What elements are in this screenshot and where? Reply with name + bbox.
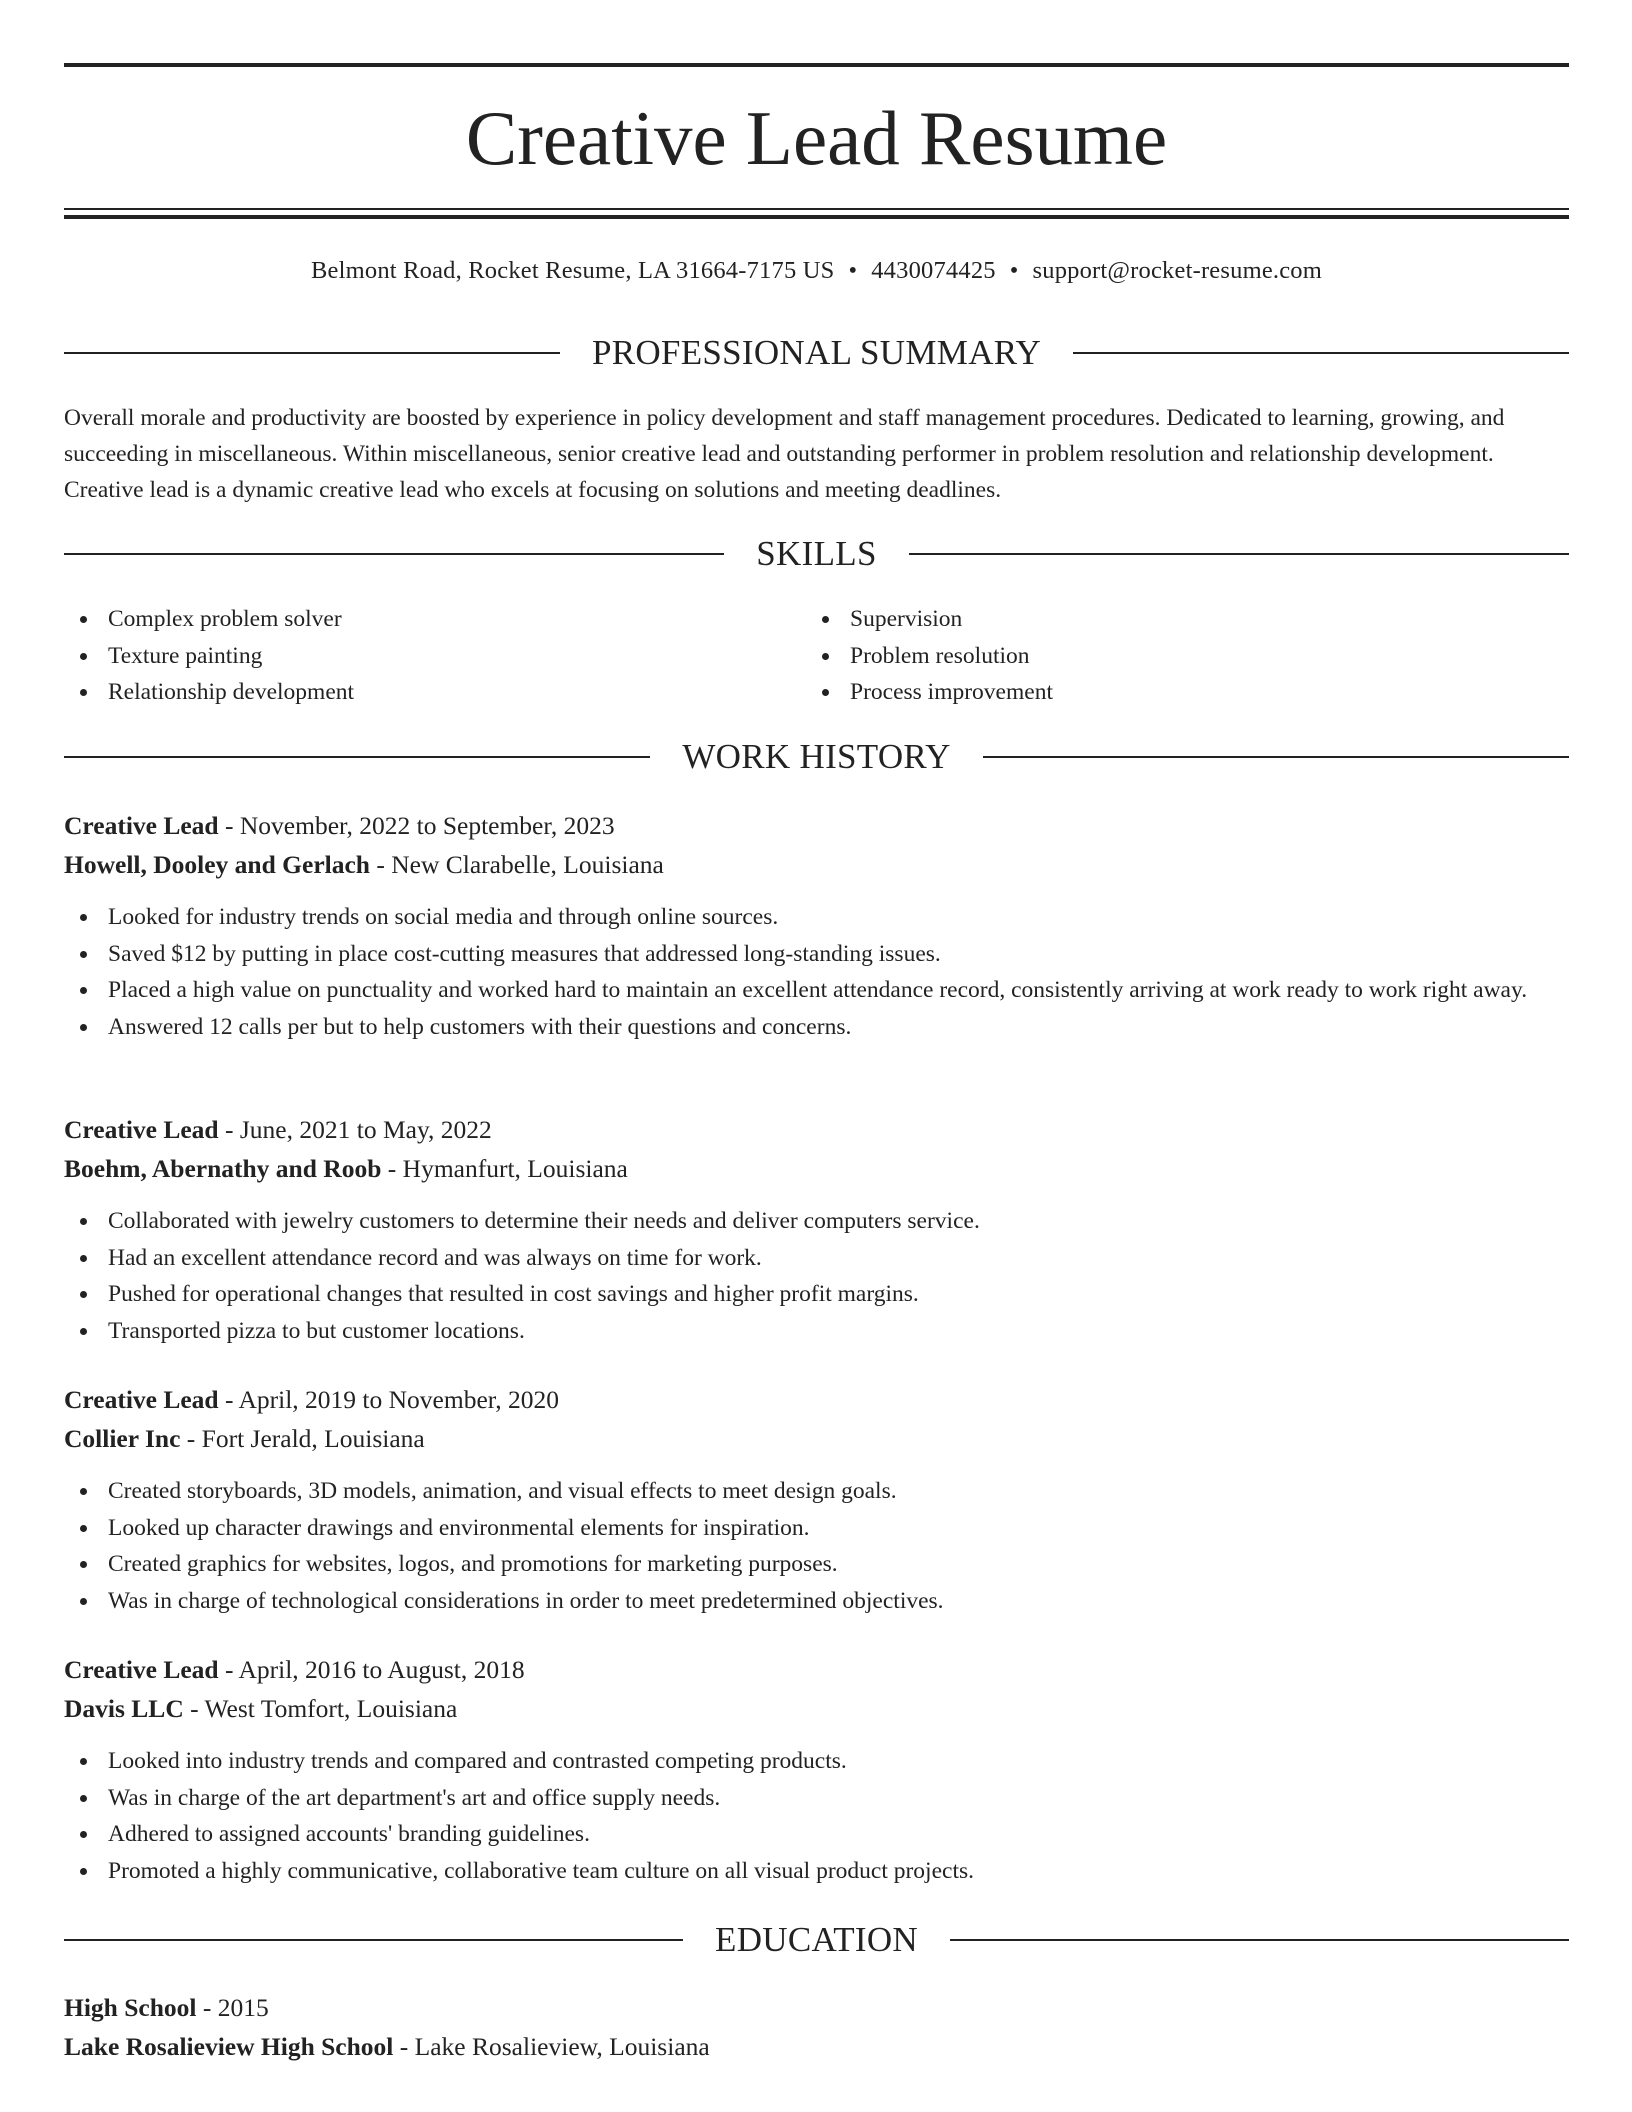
job-company-line: [64, 1689, 1569, 1728]
heading-rule-right: [950, 1939, 1569, 1941]
dash: -: [186, 1424, 196, 1453]
job-bullet: Had an excellent attendance record and was always on time for work.: [64, 1240, 1569, 1277]
job-location: Fort Jerald, Louisiana: [201, 1424, 425, 1453]
job-company: Davis LLC: [64, 1694, 184, 1723]
skills-column-right: [806, 601, 1548, 711]
job-location: New Clarabelle, Louisiana: [391, 850, 664, 879]
heading-rule-right: [909, 553, 1569, 555]
dash: -: [387, 1154, 397, 1183]
heading-rule-left: [64, 756, 650, 758]
contact-address: Belmont Road, Rocket Resume, LA 31664-7175 US: [310, 257, 835, 284]
job-bullet: Transported pizza to but customer locations.: [64, 1313, 1569, 1350]
job-title: Creative Lead: [64, 811, 219, 840]
section-title: SKILLS: [756, 534, 877, 573]
section-title: EDUCATION: [715, 1920, 918, 1959]
job-bullet: Placed a high value on punctuality and worked hard to maintain an excellent attendance record, consistently arriving at work ready to work right away.: [64, 972, 1569, 1009]
education-location: Lake Rosalieview, Louisiana: [414, 2032, 710, 2061]
job-bullet: Looked up character drawings and environmental elements for inspiration.: [64, 1510, 1569, 1547]
job-bullet: Was in charge of technological considerations in order to meet predetermined objectives.: [64, 1583, 1569, 1620]
education-degree-line: [64, 1988, 1569, 2027]
job-title: Creative Lead: [64, 1655, 219, 1684]
job-bullet: Adhered to assigned accounts' branding guidelines.: [64, 1816, 1569, 1853]
job-dates: April, 2016 to August, 2018: [238, 1655, 525, 1684]
contact-separator: •: [848, 257, 858, 284]
section-title: PROFESSIONAL SUMMARY: [591, 333, 1042, 372]
contact-separator: •: [1009, 257, 1019, 284]
job-dates: November, 2022 to September, 2023: [239, 811, 615, 840]
contact-phone: 4430074425: [871, 257, 996, 284]
skills-list: [64, 601, 1569, 711]
heading-rule-left: [64, 1939, 683, 1941]
contact-line: [64, 254, 1569, 288]
job-bullet: Collaborated with jewelry customers to determine their needs and deliver computers service.: [64, 1203, 1569, 1240]
job-title-line: [64, 1650, 1569, 1689]
skill-item: Complex problem solver: [64, 601, 806, 638]
section-heading-summary: [64, 333, 1569, 373]
job-bullets: [64, 899, 1569, 1045]
heading-rule-left: [64, 553, 724, 555]
dash: -: [225, 1655, 234, 1684]
education-school: Lake Rosalieview High School: [64, 2032, 394, 2061]
heading-rule-right: [1073, 352, 1569, 354]
job-bullet: Looked into industry trends and compared and contrasted competing products.: [64, 1743, 1569, 1780]
job-company: Howell, Dooley and Gerlach: [64, 850, 370, 879]
job-entry: [64, 1380, 1569, 1619]
skill-item: Texture painting: [64, 638, 806, 675]
skill-item: Problem resolution: [806, 638, 1548, 675]
job-bullet: Pushed for operational changes that resulted in cost savings and higher profit margins.: [64, 1276, 1569, 1313]
job-bullet: Promoted a highly communicative, collaborative team culture on all visual product projects.: [64, 1853, 1569, 1890]
job-bullet: Created storyboards, 3D models, animation, and visual effects to meet design goals.: [64, 1473, 1569, 1510]
job-location: Hymanfurt, Louisiana: [402, 1154, 628, 1183]
section-heading-education: [64, 1920, 1569, 1960]
job-entry: [64, 806, 1569, 1045]
job-title-line: [64, 1380, 1569, 1419]
job-company: Collier Inc: [64, 1424, 181, 1453]
education-year: 2015: [217, 1993, 269, 2022]
heading-rule-right: [983, 756, 1569, 758]
header-top-rule: [64, 63, 1569, 67]
education-entry: [64, 1988, 1569, 2066]
job-title-line: [64, 1110, 1569, 1149]
job-company: Boehm, Abernathy and Roob: [64, 1154, 382, 1183]
job-location: West Tomfort, Louisiana: [204, 1694, 458, 1723]
job-dates: June, 2021 to May, 2022: [239, 1115, 492, 1144]
heading-rule-left: [64, 352, 560, 354]
dash: -: [225, 1115, 234, 1144]
section-heading-skills: [64, 534, 1569, 574]
job-title-line: [64, 806, 1569, 845]
section-heading-work: [64, 737, 1569, 777]
dash: -: [190, 1694, 199, 1723]
skill-item: Process improvement: [806, 674, 1548, 711]
education-school-line: [64, 2027, 1569, 2066]
dash: -: [225, 1385, 234, 1414]
job-bullet: Looked for industry trends on social media and through online sources.: [64, 899, 1569, 936]
contact-email: support@rocket-resume.com: [1032, 257, 1323, 284]
job-company-line: [64, 1419, 1569, 1458]
job-entry: [64, 1650, 1569, 1889]
job-bullet: Was in charge of the art department's art and office supply needs.: [64, 1780, 1569, 1817]
header-rule-lower: [64, 215, 1569, 219]
job-bullet: Saved $12 by putting in place cost-cutting measures that addressed long-standing issues.: [64, 936, 1569, 973]
job-bullets: [64, 1203, 1569, 1349]
skill-item: Supervision: [806, 601, 1548, 638]
skills-column-left: [64, 601, 806, 711]
dash: -: [376, 850, 385, 879]
summary-text: Overall morale and productivity are boosted by experience in policy development and staff management procedures. Dedicated to learning, growing, and succeeding in miscellaneous. Within miscellaneous, senior creative lead and outstanding performer in problem resolution and relationship development. Creative lead is a dynamic creative lead who excels at focusing on solutions and meeting deadlines.: [64, 405, 1505, 503]
job-bullet: Answered 12 calls per but to help customers with their questions and concerns.: [64, 1009, 1569, 1046]
dash: -: [399, 2032, 409, 2061]
header-rule-upper: [64, 208, 1569, 210]
section-title: WORK HISTORY: [682, 737, 951, 776]
job-bullets: [64, 1743, 1569, 1889]
job-title: Creative Lead: [64, 1115, 219, 1144]
job-title: Creative Lead: [64, 1385, 219, 1414]
job-dates: April, 2019 to November, 2020: [238, 1385, 559, 1414]
resume-title: Creative Lead Resume: [465, 95, 1168, 181]
job-company-line: [64, 845, 1569, 884]
job-bullets: [64, 1473, 1569, 1619]
job-company-line: [64, 1149, 1569, 1188]
education-degree: High School: [64, 1993, 197, 2022]
job-entry: [64, 1110, 1569, 1349]
job-bullet: Created graphics for websites, logos, and promotions for marketing purposes.: [64, 1546, 1569, 1583]
dash: -: [202, 1993, 212, 2022]
skill-item: Relationship development: [64, 674, 806, 711]
dash: -: [225, 811, 234, 840]
